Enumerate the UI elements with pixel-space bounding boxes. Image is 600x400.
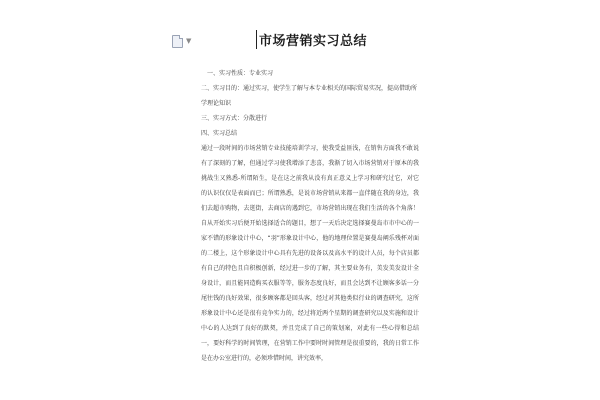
section-method: 三、实习方式：分散进行: [201, 115, 268, 122]
section-purpose: 二、实习目的：通过实习，使学生了解与本专业相关的国际贸易实况，提高借助所学理论知识: [201, 85, 418, 107]
document-menu[interactable]: [172, 35, 191, 48]
section-summary: 四、实习总结: [201, 130, 238, 137]
chevron-down-icon: ▼: [186, 37, 192, 45]
document-icon: [172, 35, 183, 48]
document-title[interactable]: 市场营销实习总结: [256, 30, 367, 49]
summary-paragraph: 通过一段时间的市场营销专业技能培训学习，使我受益匪浅，在销售方面我不敢说有了深刻的了解，但通过学习使我增添了悲喜，我渐了切入市场营销对于原本的我挑战生又熟悉-所谓陌生，是在这之前我从没有真正意义上学习和研究过它，对它的认识仅仅是表面而已；所谓熟悉，是说市场营销从来都一直伴随在我的身边，我们去超市购物，去逛街，去商店的遇到它，市场营销出现在我们生活的各个角落！自从开始实习后便开始选择适合的题目，想了一天后决定选择赛曼岛市市中心的一家不错的形象设计中心，“羽”形象设计中心，他的地理位置是赛曼岛阐乐残杯对面的二楼上，这个形象设计中心具有先进的设备以及高水平的设计人员，每个店员都有自己的特色且自积极创新，经过进一步的了解，其主要业务有，美发美发设计全身设计，而且能同造购买衣服等等，服务态度良好，而且会达到不让顾客多话一分尾往钱的良好效果，很多顾客都是回头客，经过对其他类似行业的调查研究，这所形象设计中心还是很有竞争实力的，经过将近两个星期的调查研究以及实施和设计中心的人达到了良好的默契，并且完成了自己的策划案，对此有一些心得和总结一，要好科学的时间管理，在营销工作中要时时间管理是很重要的，我的日常工作是在办公室进行的，必须珍惜时间，讲究效率，: [201, 145, 419, 362]
section-nature: 一、实习性质：专业实习: [207, 70, 274, 77]
document-body: [201, 66, 419, 366]
